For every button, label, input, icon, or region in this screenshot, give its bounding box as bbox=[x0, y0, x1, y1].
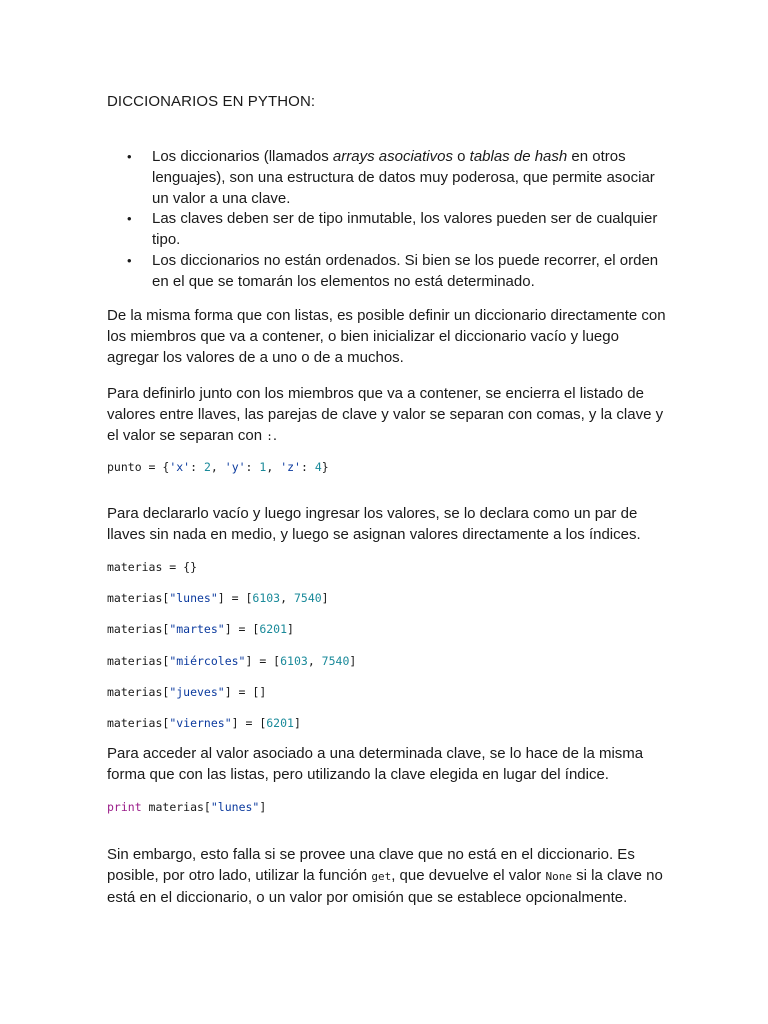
paragraph-empty: Para declararlo vacío y luego ingresar los valores, se lo declara como un par de llaves sin nada en medio, y luego se asignan valores directamente a los índices. bbox=[107, 505, 641, 543]
code-number: 7540 bbox=[293, 591, 322, 605]
bullet-icon: • bbox=[127, 211, 132, 227]
code-token: : bbox=[300, 460, 315, 474]
bullet-emphasis: arrays asociativos bbox=[332, 148, 453, 165]
list-item bbox=[107, 251, 667, 293]
code-line bbox=[107, 715, 301, 731]
code-line-print bbox=[107, 799, 266, 815]
code-string: "jueves" bbox=[169, 685, 225, 699]
code-token: materias[ bbox=[107, 716, 170, 730]
code-token: , bbox=[280, 591, 294, 605]
bullet-text: Los diccionarios no están ordenados. Si bien se los puede recorrer, el orden en el que se tomarán los elementos no está determinado. bbox=[152, 251, 659, 290]
code-block-punto bbox=[107, 459, 329, 475]
page-title: DICCIONARIOS EN PYTHON: bbox=[107, 93, 316, 110]
code-line bbox=[107, 684, 266, 700]
bullet-list bbox=[107, 147, 667, 293]
list-item bbox=[107, 147, 667, 209]
code-string: "lunes" bbox=[169, 591, 218, 605]
bullet-icon: • bbox=[127, 149, 132, 164]
code-token: ] bbox=[287, 622, 294, 636]
code-line bbox=[107, 621, 294, 637]
bullet-emphasis: tablas de hash bbox=[469, 148, 568, 165]
code-number: 1 bbox=[259, 460, 267, 474]
code-token: ] bbox=[293, 716, 301, 730]
code-token: = { bbox=[141, 460, 170, 474]
code-line-empty: materias = {} bbox=[107, 560, 198, 574]
code-keyword: print bbox=[107, 800, 142, 814]
paragraph-get bbox=[107, 844, 672, 908]
paragraph-define bbox=[107, 383, 672, 447]
paragraph-text: . bbox=[272, 427, 278, 444]
paragraph-text: Sin embargo, esto falla si se provee una clave que no está en el diccionario. Es posible, por otro lado, utilizar la función bbox=[107, 846, 635, 884]
code-string: "lunes" bbox=[210, 800, 260, 814]
paragraph-text: si la clave no está en el diccionario, o un valor por omisión que se establece opcionalmente. bbox=[107, 867, 663, 906]
code-token: materias[ bbox=[107, 622, 170, 636]
bullet-text: en otros lenguajes), son una estructura de datos muy poderosa, que permite asociar un valor a una clave. bbox=[152, 148, 655, 207]
paragraph-text: , que devuelve el valor bbox=[391, 867, 546, 884]
code-token: ] bbox=[259, 685, 267, 699]
code-token: ] = [ bbox=[231, 716, 267, 730]
bullet-text: o bbox=[452, 148, 470, 165]
code-string: 'z' bbox=[280, 460, 301, 474]
code-line bbox=[107, 590, 329, 606]
paragraph-intro: De la misma forma que con listas, es posible definir un diccionario directamente con los miembros que va a contener, o bien inicializar el diccionario vacío y luego agregar los valores de a uno o de a muchos. bbox=[107, 307, 666, 366]
code-string: 'x' bbox=[169, 460, 191, 474]
bullet-text: Los diccionarios (llamados bbox=[152, 148, 333, 165]
code-token: ] = [ bbox=[217, 591, 253, 605]
code-token: materias[ bbox=[107, 654, 170, 668]
list-item bbox=[107, 209, 667, 251]
paragraph-access: Para acceder al valor asociado a una determinada clave, se lo hace de la misma forma que con las listas, pero utilizando la clave elegida en lugar del índice. bbox=[107, 745, 644, 783]
code-string: "martes" bbox=[169, 622, 225, 636]
code-string: 'y' bbox=[224, 460, 246, 474]
code-token: ] = [ bbox=[245, 654, 281, 668]
code-number: 2 bbox=[203, 460, 211, 474]
code-token: } bbox=[321, 460, 329, 474]
code-number: 7540 bbox=[321, 654, 350, 668]
code-token: ] bbox=[349, 654, 357, 668]
code-line bbox=[107, 653, 356, 669]
code-number: 4 bbox=[314, 460, 322, 474]
code-token: , bbox=[210, 460, 225, 474]
inline-code: : bbox=[266, 430, 273, 443]
code-token: ] = [ bbox=[224, 622, 260, 636]
code-token: , bbox=[266, 460, 281, 474]
code-token: materias[ bbox=[141, 800, 211, 814]
code-number: 6201 bbox=[259, 622, 288, 636]
code-number: 6103 bbox=[280, 654, 308, 668]
bullet-text: Las claves deben ser de tipo inmutable, los valores pueden ser de cualquier tipo. bbox=[152, 210, 658, 249]
inline-code: None bbox=[545, 870, 572, 883]
code-token: : bbox=[190, 460, 204, 474]
code-string: "miércoles" bbox=[169, 654, 246, 668]
code-token: materias[ bbox=[107, 685, 170, 699]
code-token: , bbox=[307, 654, 322, 668]
code-token: punto bbox=[107, 460, 142, 474]
code-number: 6103 bbox=[252, 591, 281, 605]
code-token: ] = [ bbox=[224, 685, 260, 699]
code-token: ] bbox=[321, 591, 329, 605]
code-token: ] bbox=[259, 800, 267, 814]
inline-code: get bbox=[371, 870, 392, 883]
paragraph-text: Para definirlo junto con los miembros que va a contener, se encierra el listado de valores entre llaves, las parejas de clave y valor se separan con comas, y la clave y el valor se separan con bbox=[107, 385, 664, 444]
code-token: : bbox=[245, 460, 260, 474]
code-number: 6201 bbox=[266, 716, 294, 730]
code-string: "viernes" bbox=[169, 716, 232, 730]
code-token: materias[ bbox=[107, 591, 170, 605]
bullet-icon: • bbox=[127, 252, 132, 268]
